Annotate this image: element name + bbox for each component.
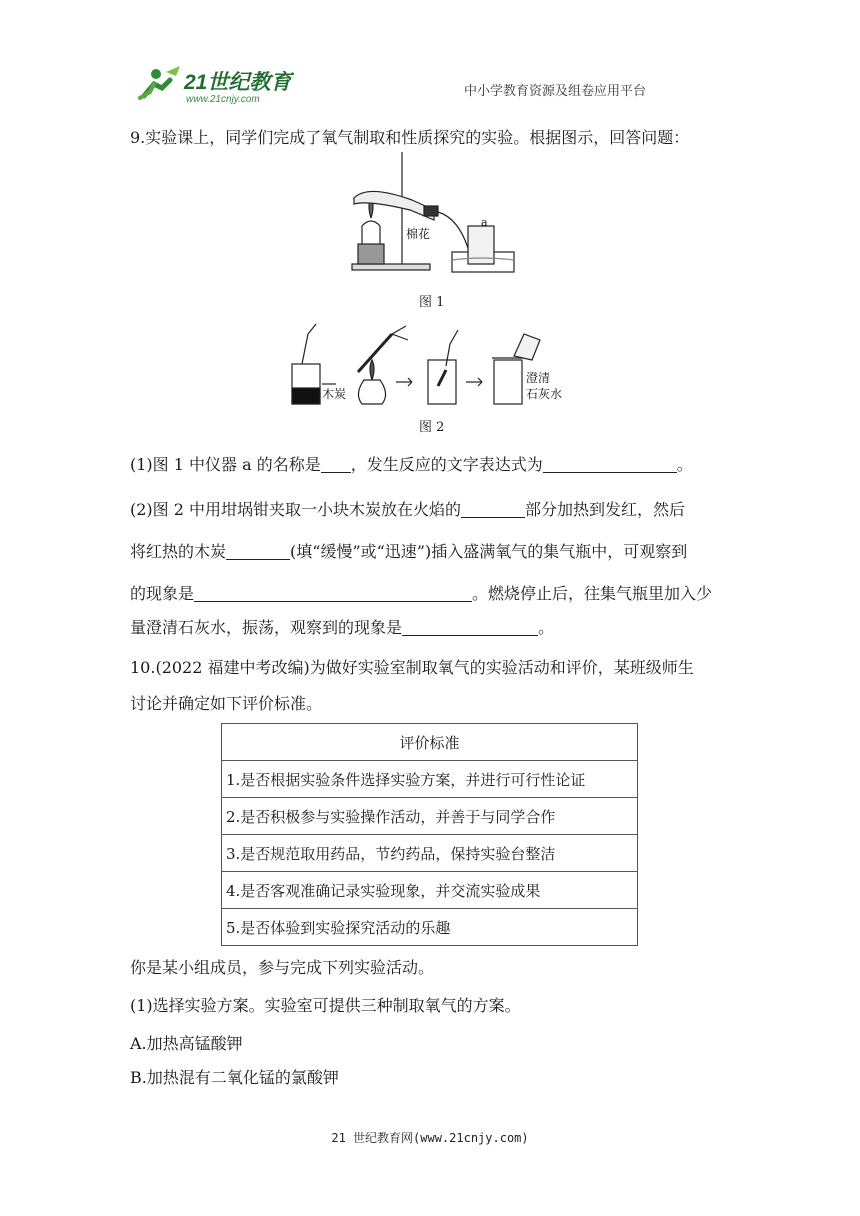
label-charcoal: 木炭 [322,387,347,401]
page-footer: 21 世纪教育网(www.21cnjy.com) [331,1131,529,1145]
label-limewater-1: 澄清 [526,371,551,385]
logo-text: 21世纪教育 [184,71,292,94]
table-cell: 1.是否根据实验条件选择实验方案，并进行可行性论证 [222,761,638,798]
answer-blank[interactable] [321,454,351,473]
table-cell: 2.是否积极参与实验操作活动，并善于与同学合作 [222,798,638,835]
table-header-row [222,724,638,761]
q9-part-2-line-2 [130,540,687,564]
q9-p1-text-c: 。 [676,455,693,474]
q9-p2-l1-a: (2)图 2 中用坩埚钳夹取一小块木炭放在火焰的 [130,500,462,519]
q9-p1-text-a: (1)图 1 中仪器 a 的名称是 [130,455,321,474]
q9-p2-l1-b: 部分加热到发红，然后 [525,500,686,519]
q10-after-table: 你是某小组成员，参与完成下列实验活动。 [130,958,435,977]
table-row [222,835,638,872]
site-logo [136,62,306,106]
table-cell: 3.是否规范取用药品，节约药品，保持实验台整洁 [222,835,638,872]
table-cell: 4.是否客观准确记录实验现象，并交流实验成果 [222,872,638,909]
figure-1-apparatus [348,148,518,276]
q9-p1-text-b: ，发生反应的文字表达式为 [350,455,543,474]
table-header-cell: 评价标准 [222,724,638,761]
logo-url: www.21cnjy.com [186,94,260,105]
q9-part-2-line-1 [130,498,685,522]
q9-p2-l3-a: 的现象是 [130,584,195,603]
q9-part-2-line-4 [130,616,554,640]
q9-p2-l3-b: 。燃烧停止后，往集气瓶里加入少 [472,584,713,603]
q9-p2-l2-b: (填“缓慢”或“迅速”)插入盛满氧气的集气瓶中，可观察到 [290,542,688,561]
label-limewater-2: 石灰水 [526,387,563,401]
answer-blank[interactable] [226,541,290,560]
answer-blank[interactable] [402,617,538,636]
q10-option-b: B.加热混有二氧化锰的氯酸钾 [130,1068,339,1087]
q9-p2-l4-a: 量澄清石灰水，振荡，观察到的现象是 [130,618,403,637]
q9-part-1 [130,453,693,477]
q10-option-a: A.加热高锰酸钾 [130,1034,243,1053]
q10-stem-line-2: 讨论并确定如下评价标准。 [130,694,323,713]
table-row [222,909,638,946]
table-row [222,798,638,835]
runner-icon [136,62,306,106]
figure-2-sequence [288,320,570,410]
figure-1-caption: 图 1 [419,295,445,310]
label-cotton: 棉花 [406,227,431,241]
q9-part-2-line-3 [130,582,712,606]
q10-stem-line-1: 10.(2022 福建中考改编)为做好实验室制取氧气的实验活动和评价，某班级师生 [130,658,694,677]
table-row [222,872,638,909]
q9-p2-l4-b: 。 [538,618,555,637]
answer-blank[interactable] [194,583,472,602]
figure-2-caption: 图 2 [419,420,445,435]
q10-part-1: (1)选择实验方案。实验室可提供三种制取氧气的方案。 [130,996,521,1015]
q9-stem: 9.实验课上，同学们完成了氧气制取和性质探究的实验。根据图示，回答问题： [130,128,690,147]
answer-blank[interactable] [461,499,525,518]
q9-p2-l2-a: 将红热的木炭 [130,542,227,561]
answer-blank[interactable] [543,454,677,473]
site-tagline: 中小学教育资源及组卷应用平台 [464,84,647,99]
table-cell: 5.是否体验到实验探究活动的乐趣 [222,909,638,946]
label-a: a [481,216,488,229]
table-row [222,761,638,798]
evaluation-criteria-table [221,723,638,946]
